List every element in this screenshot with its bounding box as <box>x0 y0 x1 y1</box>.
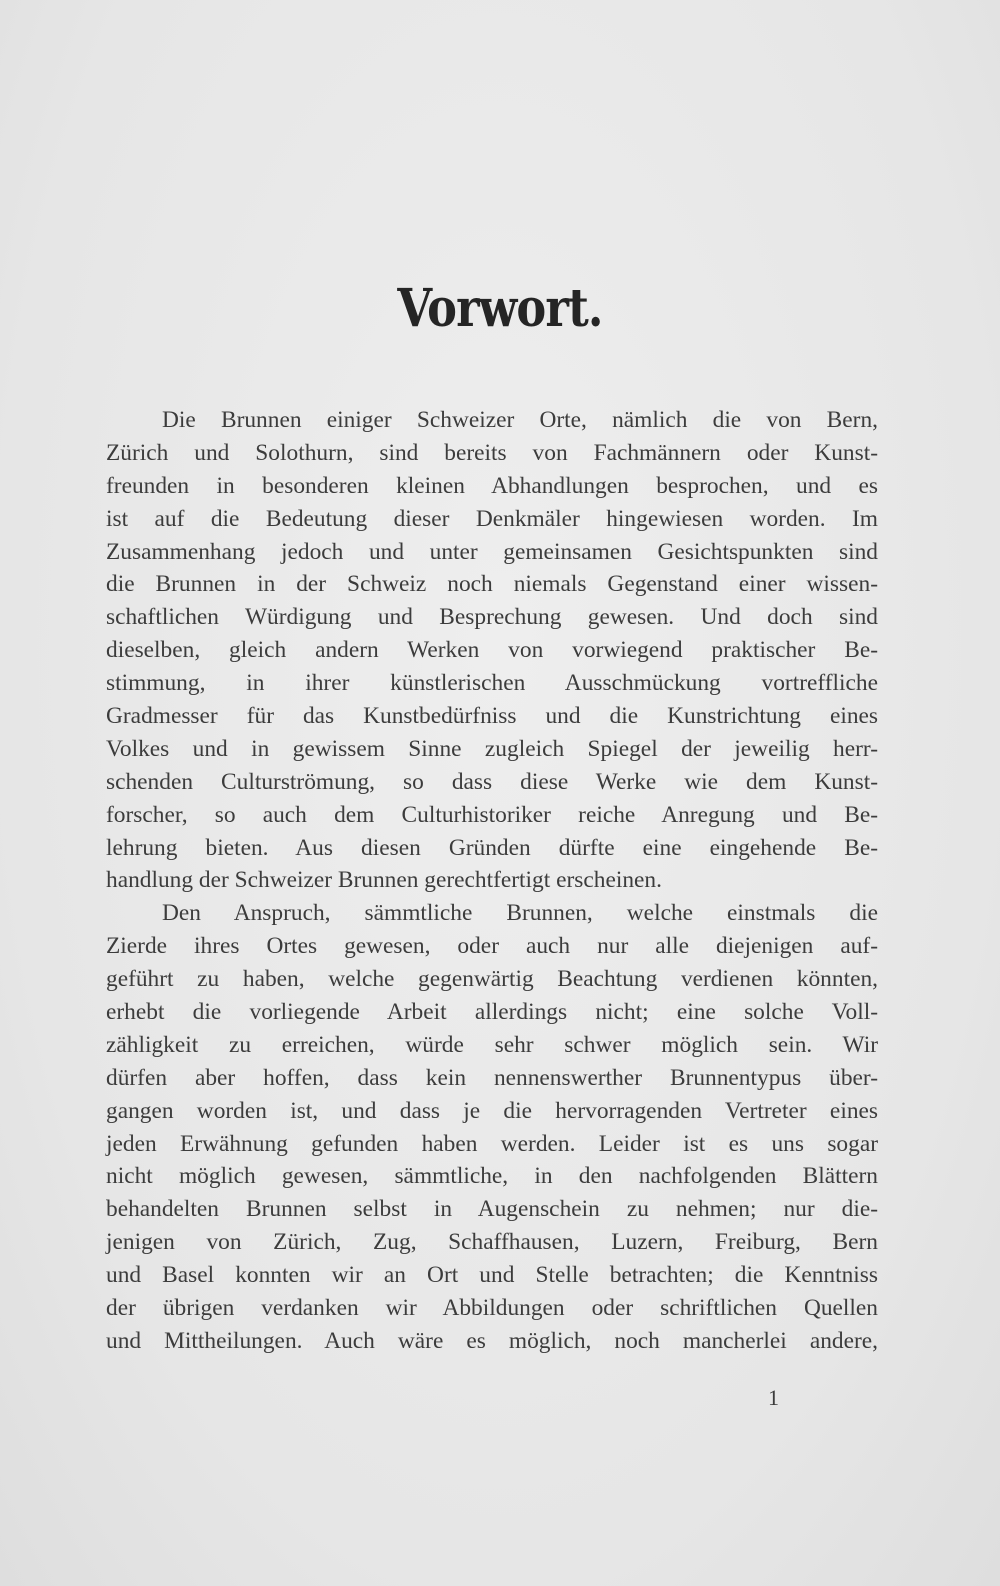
page-heading: Vorwort. <box>397 278 603 339</box>
text-line: und Basel konnten wir an Ort und Stelle betrachten; die Kenntniss <box>106 1262 878 1289</box>
text-line: Volkes und in gewissem Sinne zugleich Spiegel der jeweilig herr- <box>106 735 878 762</box>
text-line: der übrigen verdanken wir Abbildungen oder schriftlichen Quellen <box>106 1295 878 1322</box>
text-line: Gradmesser für das Kunstbedürfniss und die Kunstrichtung eines <box>106 703 878 730</box>
text-line: stimmung, in ihrer künstlerischen Ausschmückung vortreffliche <box>106 670 878 697</box>
text-line: dieselben, gleich andern Werken von vorwiegend praktischer Be- <box>106 637 878 664</box>
text-line: geführt zu haben, welche gegenwärtig Beachtung verdienen könnten, <box>106 966 878 993</box>
text-line: Zierde ihres Ortes gewesen, oder auch nur alle diejenigen auf- <box>106 933 878 960</box>
text-line: nicht möglich gewesen, sämmtliche, in den nachfolgenden Blättern <box>106 1163 878 1190</box>
text-line: ist auf die Bedeutung dieser Denkmäler hingewiesen worden. Im <box>106 505 878 532</box>
text-line: Die Brunnen einiger Schweizer Orte, nämlich die von Bern, <box>162 407 878 433</box>
text-line: Den Anspruch, sämmtliche Brunnen, welche einstmals die <box>162 900 878 927</box>
text-line: und Mittheilungen. Auch wäre es möglich, noch mancherlei andere, <box>106 1327 878 1354</box>
paragraph-1 <box>106 404 878 897</box>
text-line: Zürich und Solothurn, sind bereits von Fachmännern oder Kunst- <box>106 439 878 466</box>
text-line: forscher, so auch dem Culturhistoriker reiche Anregung und Be- <box>106 801 878 828</box>
text-line: gangen worden ist, und dass je die hervorragenden Vertreter eines <box>106 1097 878 1124</box>
text-line: Zusammenhang jedoch und unter gemeinsamen Gesichtspunkten sind <box>106 538 878 565</box>
text-line: schenden Culturströmung, so dass diese Werke wie dem Kunst- <box>106 768 878 795</box>
text-line: freunden in besonderen kleinen Abhandlungen besprochen, und es <box>106 472 878 499</box>
body-text <box>106 404 878 1358</box>
text-line: jeden Erwähnung gefunden haben werden. Leider ist es uns sogar <box>106 1130 878 1157</box>
text-line: jenigen von Zürich, Zug, Schaffhausen, Luzern, Freiburg, Bern <box>106 1229 878 1256</box>
text-line: schaftlichen Würdigung und Besprechung gewesen. Und doch sind <box>106 604 878 631</box>
text-line: erhebt die vorliegende Arbeit allerdings nicht; eine solche Voll- <box>106 999 878 1026</box>
text-line: zähligkeit zu erreichen, würde sehr schwer möglich sein. Wir <box>106 1031 878 1058</box>
text-line: dürfen aber hoffen, dass kein nennenswerther Brunnentypus über- <box>106 1064 878 1091</box>
text-line: handlung der Schweizer Brunnen gerechtfertigt erscheinen. <box>106 867 662 894</box>
text-line: lehrung bieten. Aus diesen Gründen dürfte eine eingehende Be- <box>106 834 878 861</box>
text-line: die Brunnen in der Schweiz noch niemals Gegenstand einer wissen- <box>106 571 878 598</box>
page-number: 1 <box>768 1385 779 1410</box>
paragraph-2 <box>106 897 878 1357</box>
text-line: behandelten Brunnen selbst in Augenschein zu nehmen; nur die- <box>106 1196 878 1223</box>
